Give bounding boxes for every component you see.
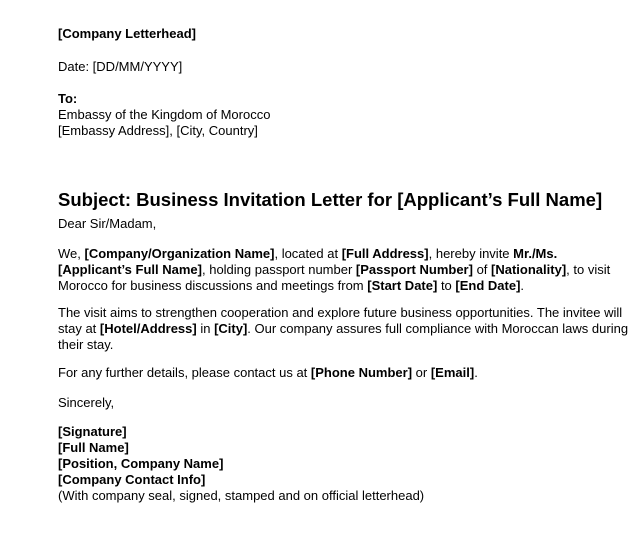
paragraph-contact [58, 365, 478, 381]
placeholder-nationality: [Nationality] [491, 262, 567, 277]
letter-date: Date: [DD/MM/YYYY] [58, 59, 183, 74]
placeholder-start-date: [Start Date] [367, 278, 438, 293]
paragraph-line: their stay. [58, 337, 114, 352]
position-placeholder: [Position, Company Name] [58, 456, 224, 471]
text-run: of [472, 262, 492, 277]
paragraph-line [58, 365, 478, 381]
text-run: . Our company assures full compliance with Moroccan laws during [247, 321, 629, 336]
paragraph-line: The visit aims to strengthen cooperation and explore future business opportunities. The invitee will [58, 305, 623, 320]
paragraph-purpose [58, 305, 628, 353]
placeholder-email: [Email] [430, 365, 475, 380]
paragraph-invitation [58, 246, 610, 294]
text-run: , hereby invite [428, 246, 514, 261]
contact-info-placeholder: [Company Contact Info] [58, 472, 206, 487]
text-run: in [196, 321, 215, 336]
paragraph-line [58, 262, 610, 278]
text-run: , holding passport number [201, 262, 356, 277]
closing: Sincerely, [58, 395, 115, 410]
paragraph-line [58, 246, 610, 262]
text-run: to [437, 278, 456, 293]
full-name-placeholder: [Full Name] [58, 440, 129, 455]
signature-block [58, 424, 424, 504]
placeholder-address: [Full Address] [341, 246, 429, 261]
placeholder-passport: [Passport Number] [355, 262, 473, 277]
placeholder-title: Mr./Ms. [513, 246, 558, 261]
text-run: or [412, 365, 431, 380]
text-run: , located at [274, 246, 342, 261]
text-run: We, [58, 246, 85, 261]
text-run: , to visit [566, 262, 611, 277]
recipient-label: To: [58, 91, 78, 106]
text-run: . [520, 278, 525, 293]
text-run: Morocco for business discussions and meetings from [58, 278, 368, 293]
text-run: stay at [58, 321, 100, 336]
recipient-block [58, 91, 270, 139]
letter-subject: Subject: Business Invitation Letter for [Applicant’s Full Name] [58, 188, 603, 210]
placeholder-applicant: [Applicant’s Full Name] [58, 262, 202, 277]
placeholder-phone: [Phone Number] [310, 365, 413, 380]
paragraph-line [58, 321, 628, 337]
greeting: Dear Sir/Madam, [58, 216, 157, 231]
placeholder-city: [City] [214, 321, 248, 336]
recipient-name: Embassy of the Kingdom of Morocco [58, 107, 271, 122]
text-run: For any further details, please contact us at [58, 365, 311, 380]
text-run: . [474, 365, 478, 380]
company-letterhead: [Company Letterhead] [58, 26, 196, 41]
placeholder-company: [Company/Organization Name] [84, 246, 275, 261]
placeholder-hotel: [Hotel/Address] [99, 321, 197, 336]
signature-placeholder: [Signature] [58, 424, 127, 439]
seal-note: (With company seal, signed, stamped and on official letterhead) [58, 488, 425, 503]
recipient-address: [Embassy Address], [City, Country] [58, 123, 258, 138]
placeholder-end-date: [End Date] [455, 278, 521, 293]
paragraph-line [58, 278, 610, 294]
